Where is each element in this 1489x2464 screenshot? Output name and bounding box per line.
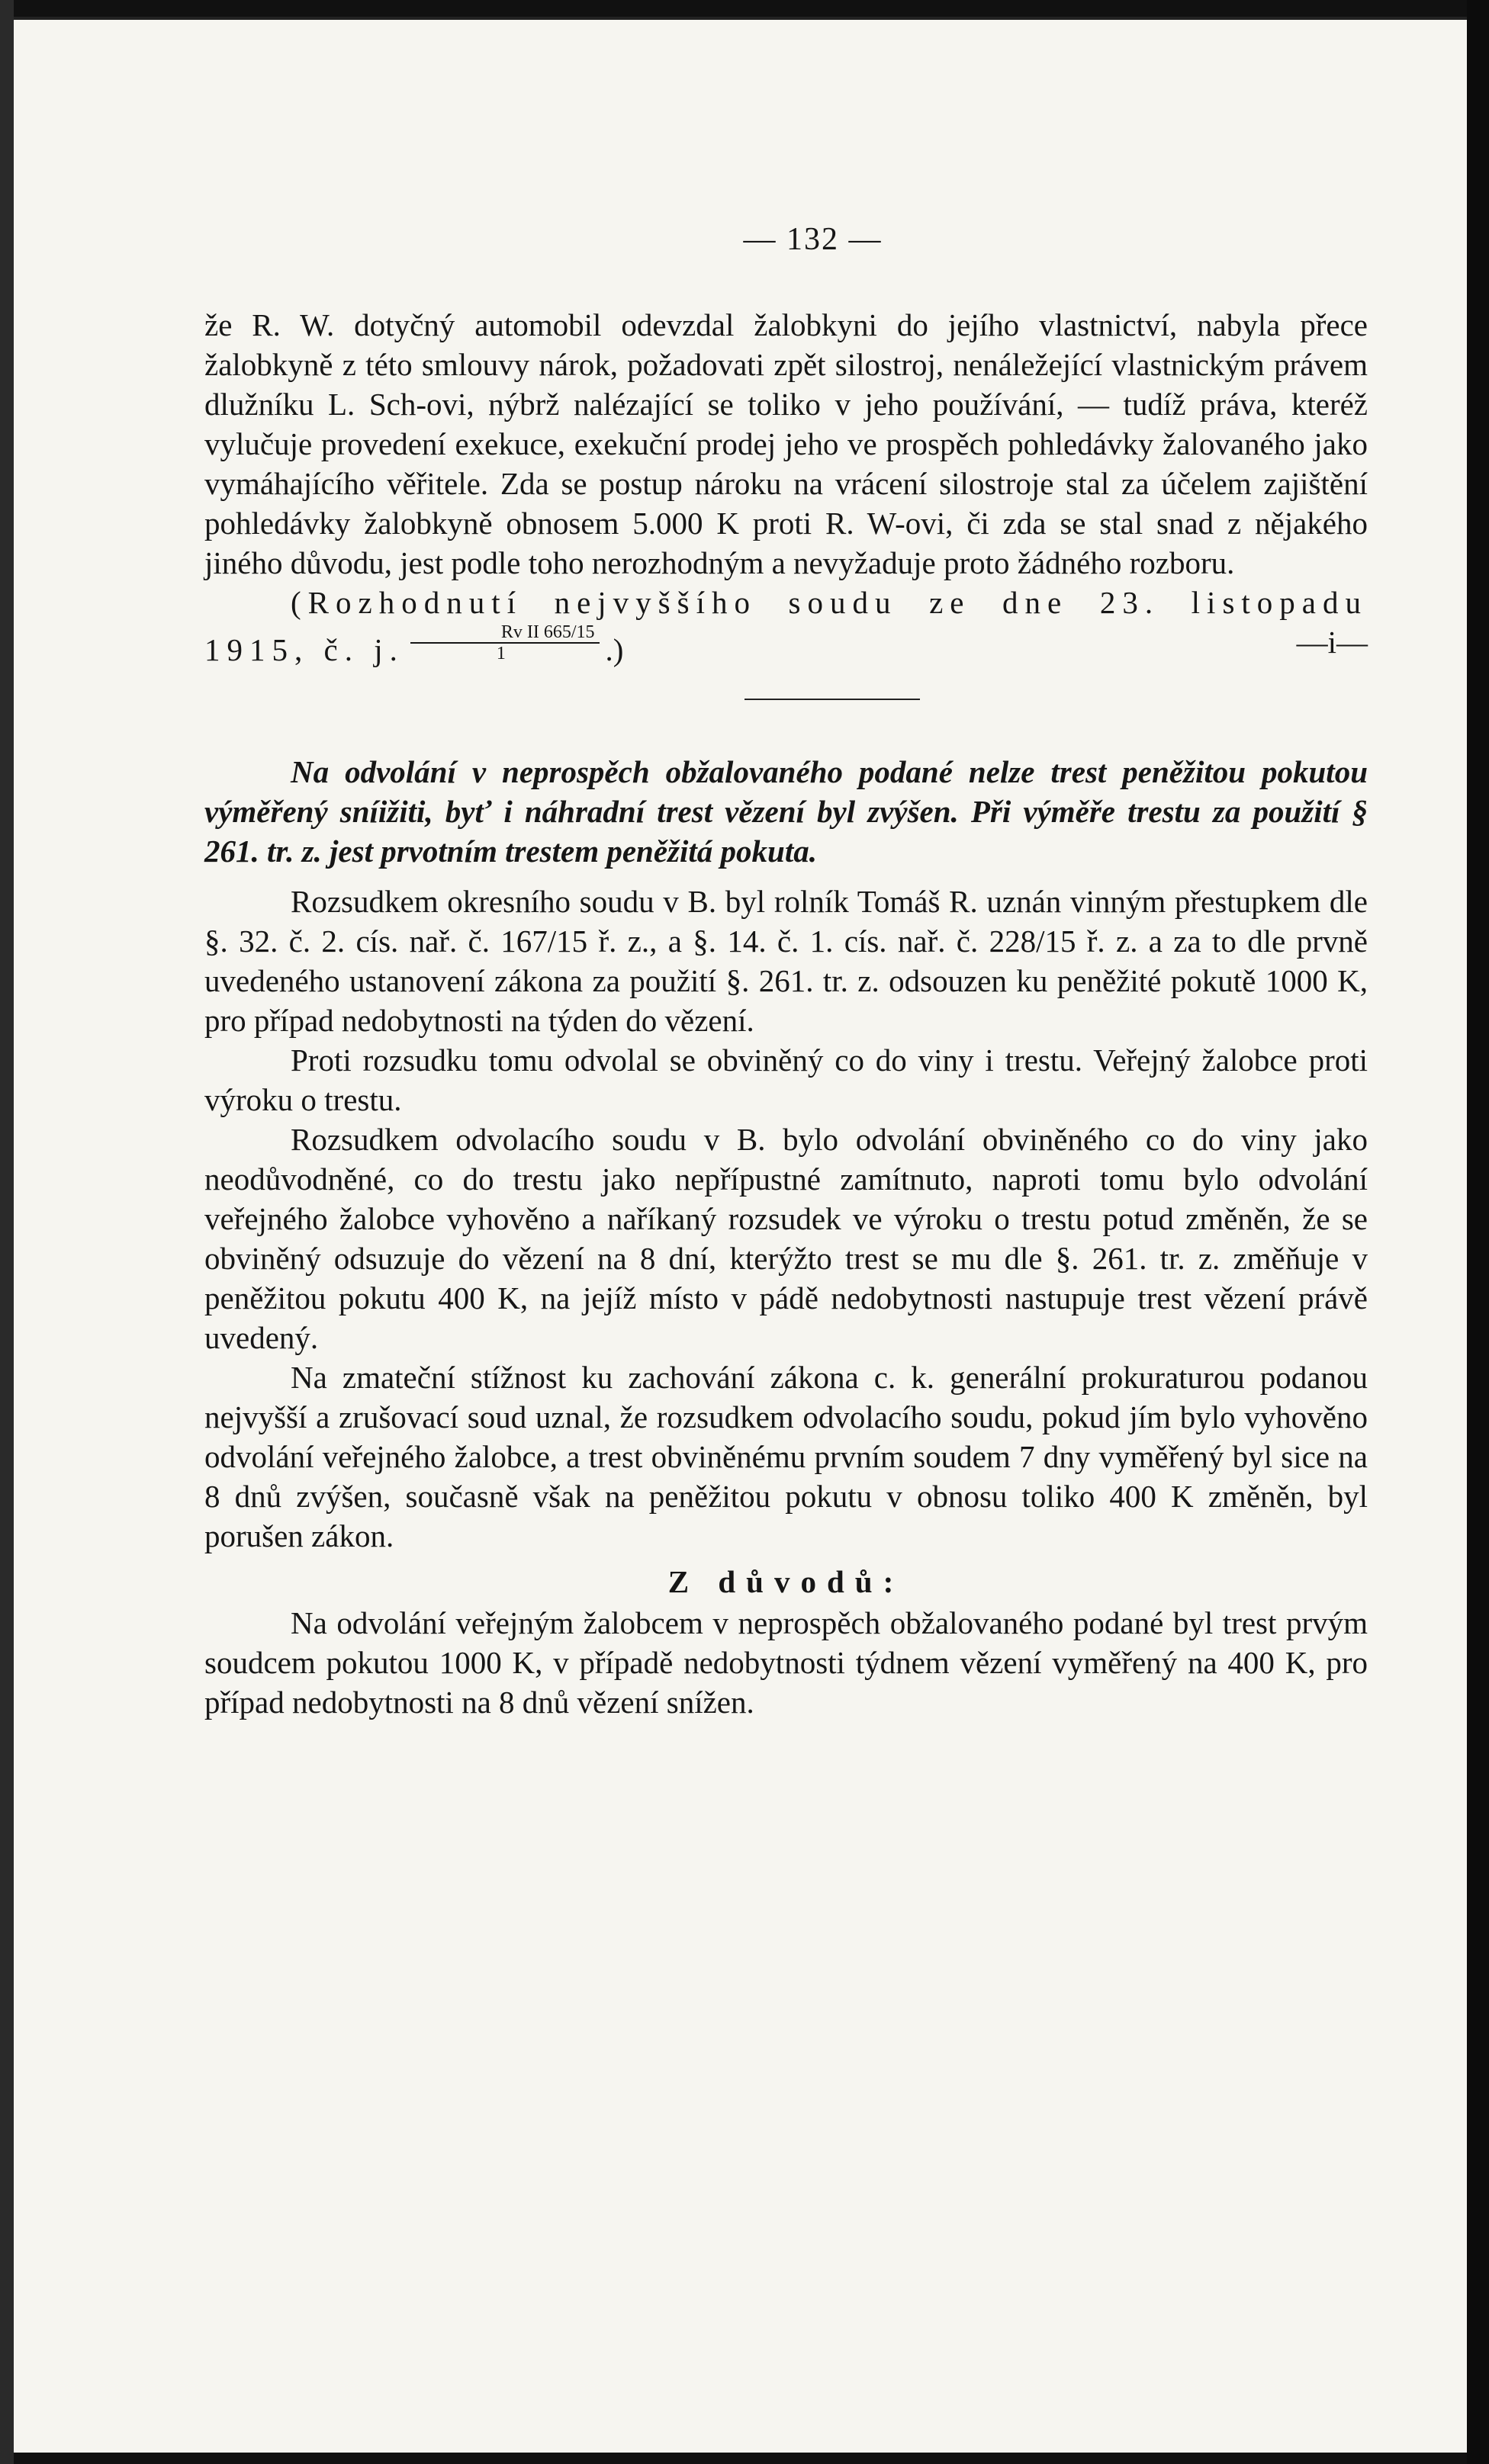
decision-citation bbox=[204, 583, 1368, 670]
headnote: Na odvolání v neprospěch obžalovaného podané nelze trest peněžitou pokutou výměřený sníižiti, byť i náhradní trest vězení byl zvýšen. Při výměře trestu za použití § 261. tr. z. jest prvotním trestem peněžitá pokuta. bbox=[204, 754, 1368, 869]
paragraph-first-instance: Rozsudkem okresního soudu v B. byl rolník Tomáš R. uznán vinným přestupkem dle §. 32. č. 2. cís. nař. č. 167/15 ř. z., a §. 14. č. 1. cís. nař. č. 228/15 ř. z. a za to dle prvně uvedeného ustanovení zákona za použití §. 261. tr. z. odsouzen ku peněžité pokutě 1000 K, pro případ nedobytnosti na týden do vězení. bbox=[204, 884, 1368, 1038]
page-content bbox=[204, 221, 1368, 1722]
paragraph-continuation: že R. W. dotyčný automobil odevzdal žalobkyni do jejího vlastnictví, nabyla přece žalobkyně z této smlouvy nárok, požadovati zpět silostroj, nenáležející vlastnickým právem dlužníku L. Sch-ovi, nýbrž nalézající se toliko v jeho používání, — tudíž práva, kteréž vylučuje provedení exekuce, exekuční prodej jeho ve prospěch pohledávky žalovaného jako vymáhajícího věřitele. Zda se postup nároku na vrácení silostroje stal za účelem zajištění pohledávky žalobkyně obnosem 5.000 K proti R. W-ovi, či zda se stal snad z nějakého jiného důvodu, jest podle toho nerozhodným a nevyžaduje proto žádného rozboru. bbox=[204, 307, 1368, 580]
paragraph-reasons: Na odvolání veřejným žalobcem v neprospěch obžalovaného podané byl trest prvým soudcem pokutou 1000 K, v případě nedobytnosti týdnem vězení vyměřený na 400 K, pro případ nedobytnosti na 8 dnů vězení snížen. bbox=[204, 1605, 1368, 1720]
ruling-numerator: Rv II 665/15 bbox=[410, 622, 600, 644]
section-separator bbox=[744, 699, 920, 700]
reasons-heading: Z důvodů: bbox=[667, 1564, 905, 1599]
ruling-denominator: 1 bbox=[496, 644, 506, 663]
author-signature: —i— bbox=[1296, 625, 1368, 660]
scan-right-edge bbox=[1467, 0, 1489, 2464]
ruling-fraction bbox=[410, 622, 600, 663]
scan-left-edge bbox=[0, 0, 14, 2464]
decision-citation-text: (Rozhodnutí nejvyššího soudu ze dne 23. listopadu 1915, č. j. bbox=[204, 585, 1368, 667]
paragraph-appellate-judgment: Rozsudkem odvolacího soudu v B. bylo odvolání obviněného co do viny jako neodůvodněné, co do trestu jako nepřípustné zamítnuto, naproti tomu bylo odvolání veřejného žalobce vyhověno a naříkaný rozsudek ve výroku o trestu potud změněn, že se obviněný odsuzuje do vězení na 8 dní, kterýžto trest se mu dle §. 261. tr. z. změňuje v peněžitou pokutu 400 K, na jejíž místo v pádě nedobytnosti nastupuje trest vězení právě uvedený. bbox=[204, 1122, 1368, 1355]
page-number: — 132 — bbox=[743, 222, 883, 257]
decision-citation-close: .) bbox=[605, 632, 624, 667]
paragraph-supreme-court: Na zmateční stížnost ku zachování zákona c. k. generální prokuraturou podanou nejvyšší a zrušovací soud uznal, že rozsudkem odvolacího soudu, pokud jím bylo vyhověno odvolání veřejného žalobce, a trest obviněnému prvním soudem 7 dny vyměřený byl sice na 8 dnů zvýšen, současně však na peněžitou pokutu v obnosu toliko 400 K změněn, byl porušen zákon. bbox=[204, 1360, 1368, 1553]
paragraph-appeal: Proti rozsudku tomu odvolal se obviněný co do viny i trestu. Veřejný žalobce proti výroku o trestu. bbox=[204, 1042, 1368, 1117]
